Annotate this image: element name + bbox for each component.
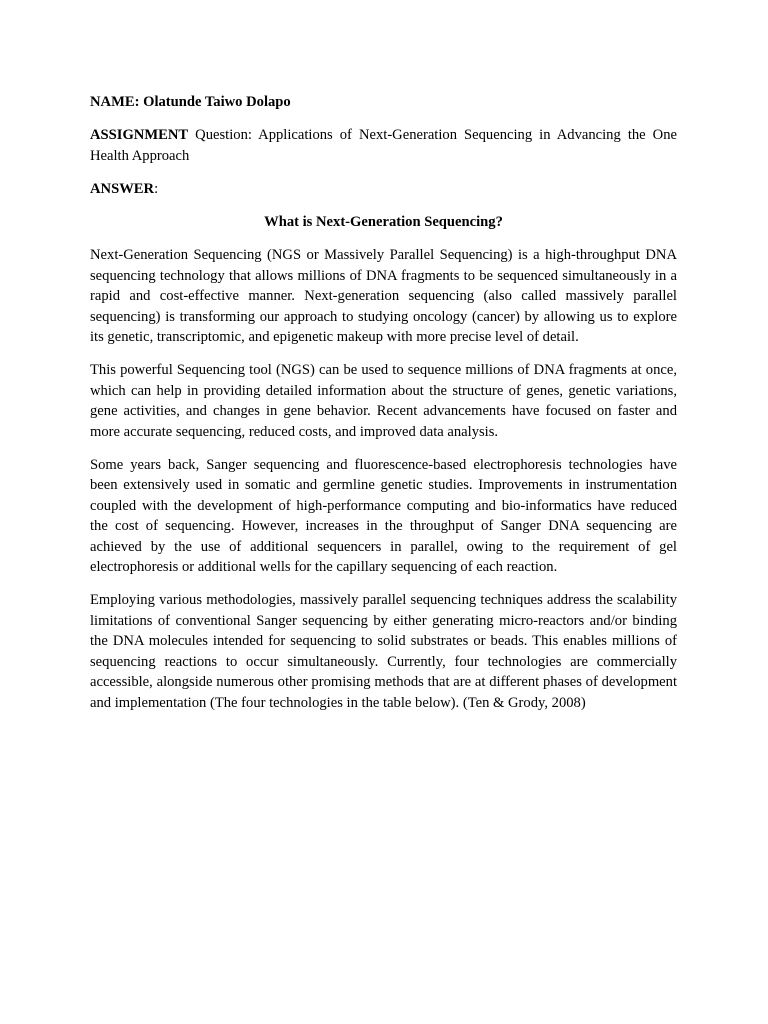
- paragraph-sanger-history: Some years back, Sanger sequencing and fluorescence-based electrophoresis technologies have been extensively used in somatic and germline genetic studies. Improvements in instrumentation coupled with the development of high-performance computing and bio-informatics have reduced the cost of sequencing. However, increases in the throughput of Sanger DNA sequencing are achieved by the use of additional sequencers in parallel, owing to the requirement of gel electrophoresis or additional wells for the capillary sequencing of each reaction.: [90, 456, 677, 575]
- answer-label: ANSWER: [90, 180, 155, 197]
- section-heading: What is Next-Generation Sequencing?: [264, 213, 503, 230]
- assignment-label: ASSIGNMENT: [90, 127, 189, 143]
- paragraph-ngs-definition: Next-Generation Sequencing (NGS or Massively Parallel Sequencing) is a high-throughput DNA sequencing technology that allows millions of DNA fragments to be sequenced simultaneously in a rapid and cost-effective manner. Next-generation sequencing (also called massively parallel sequencing) is transforming our approach to studying oncology (cancer) by allowing us to explore its genetic, transcriptomic, and epigenetic makeup with more precise level of detail.: [90, 247, 677, 345]
- assignment-line: [90, 125, 677, 166]
- document-page: [90, 92, 677, 726]
- assignment-question: Question: Applications of Next-Generation Sequencing in Advancing the One Health Approach: [90, 127, 677, 164]
- paragraph-ngs-tool: This powerful Sequencing tool (NGS) can be used to sequence millions of DNA fragments at once, which can help in providing detailed information about the structure of genes, genetic variations, gene activities, and changes in gene behavior. Recent advancements have focused on faster and more accurate sequencing, reduced costs, and improved data analysis.: [90, 362, 677, 440]
- name-line: [90, 92, 677, 113]
- paragraph-parallel-methods: Employing various methodologies, massively parallel sequencing techniques address the scalability limitations of conventional Sanger sequencing by either generating micro-reactors and/or binding the DNA molecules intended for sequencing to solid substrates or beads. This enables millions of sequencing reactions to occur simultaneously. Currently, four technologies are commercially accessible, alongside numerous other promising methods that are at different phases of development and implementation (The four technologies in the table below). (Ten & Grody, 2008): [90, 592, 677, 711]
- name-label: NAME:: [90, 94, 140, 110]
- answer-line: [90, 179, 677, 200]
- answer-colon: :: [154, 180, 159, 197]
- name-value: Olatunde Taiwo Dolapo: [143, 94, 291, 110]
